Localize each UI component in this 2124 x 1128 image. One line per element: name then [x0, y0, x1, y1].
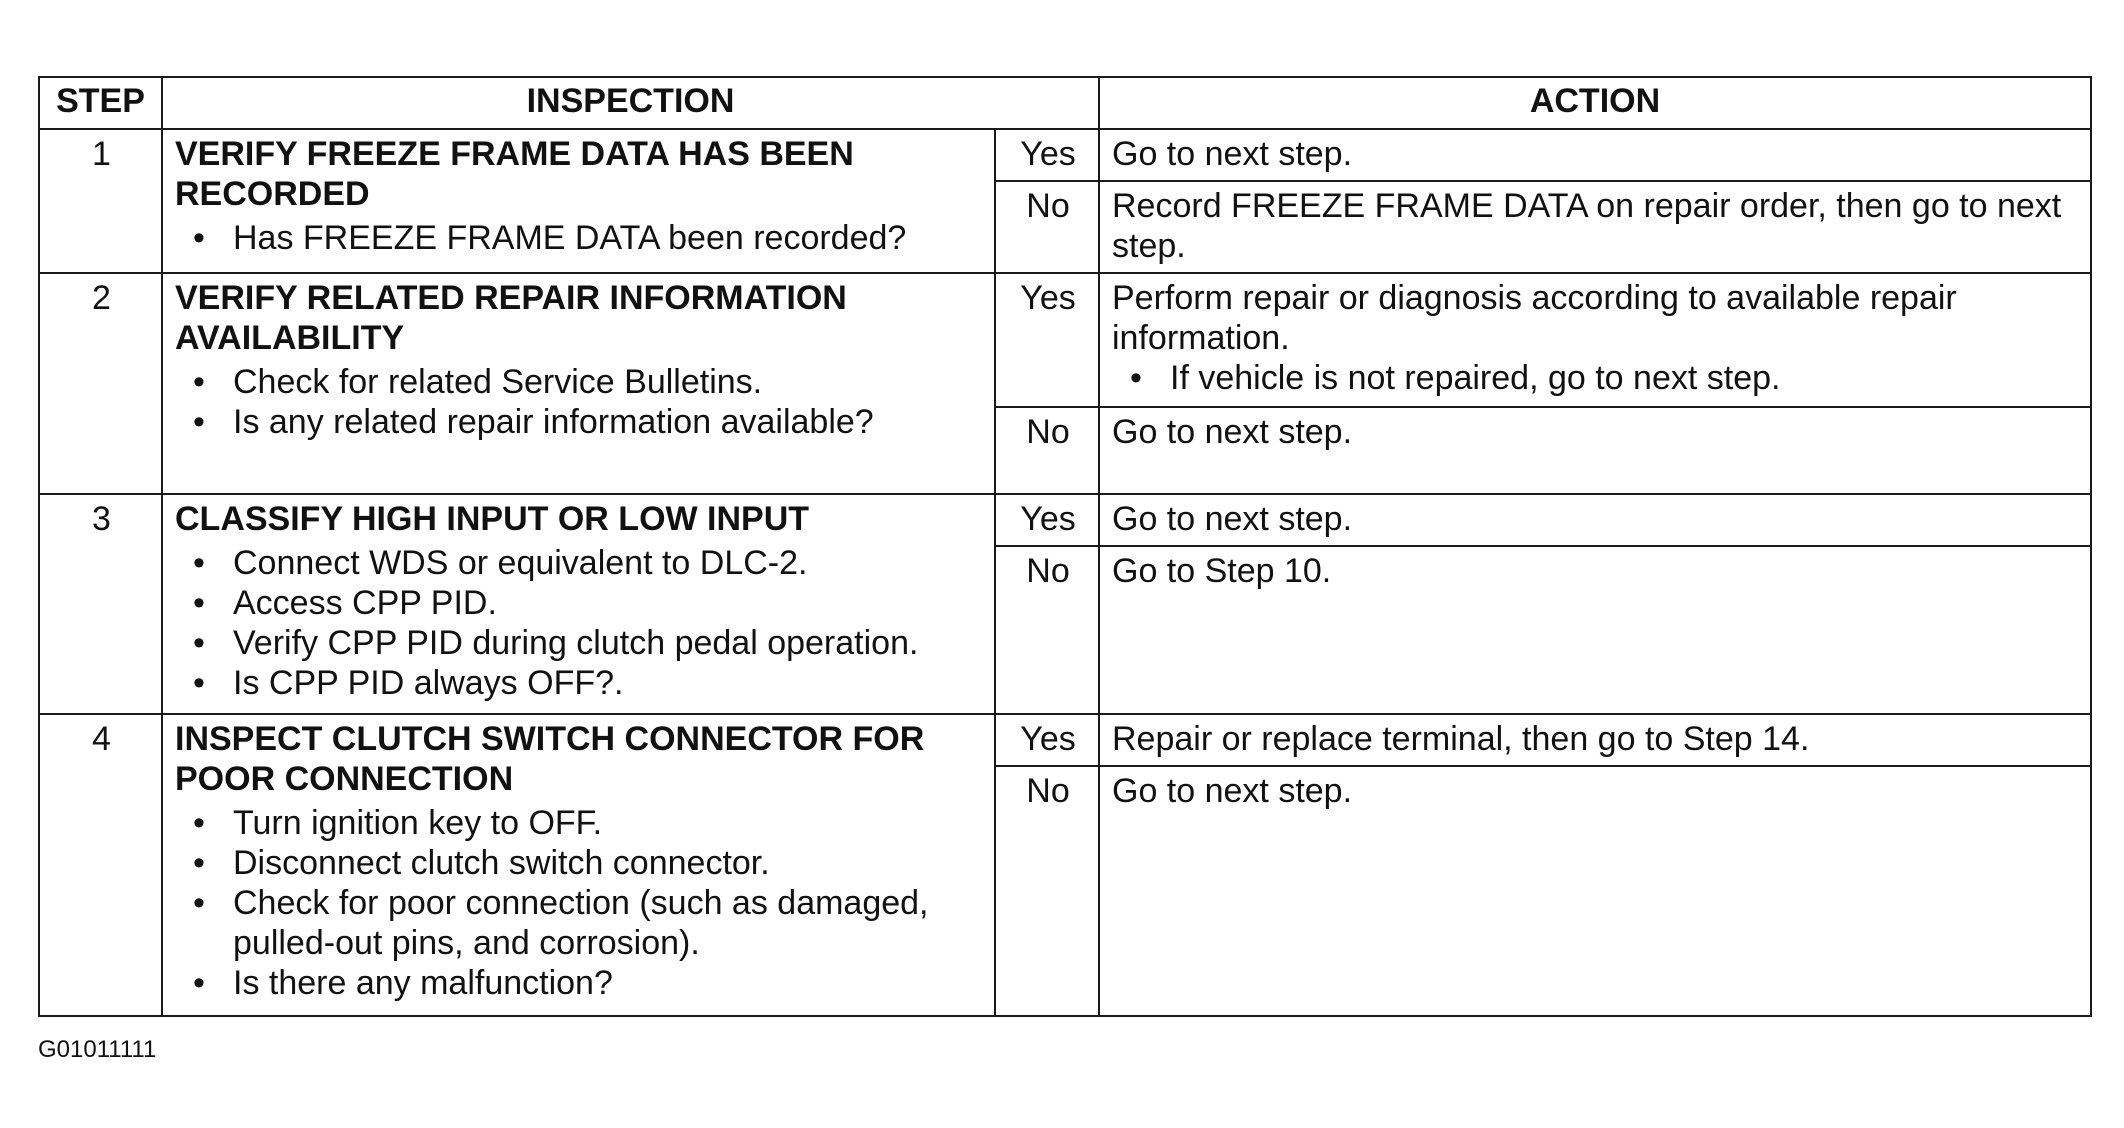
inspection-bullet: • Check for related Service Bulletins.	[233, 362, 984, 402]
inspection-bullet: • Is CPP PID always OFF?.	[233, 663, 984, 703]
no-label: No	[995, 546, 1099, 714]
yes-action: Go to next step.	[1099, 129, 2091, 181]
no-action: Record FREEZE FRAME DATA on repair order, then go to next step.	[1099, 181, 2091, 273]
inspection-bullets	[175, 803, 984, 1003]
inspection-cell	[162, 273, 995, 494]
inspection-bullet: • Check for poor connection (such as damaged, pulled-out pins, and corrosion).	[233, 883, 984, 963]
yes-label: Yes	[995, 714, 1099, 766]
step-number: 3	[39, 494, 162, 714]
inspection-bullet: • Disconnect clutch switch connector.	[233, 843, 984, 883]
header-inspection: INSPECTION	[162, 77, 1099, 129]
yes-label: Yes	[995, 494, 1099, 546]
yes-action: Go to next step.	[1099, 494, 2091, 546]
inspection-bullet: • Access CPP PID.	[233, 583, 984, 623]
step-4-yes-row	[39, 714, 2091, 766]
inspection-bullet: • Is there any malfunction?	[233, 963, 984, 1003]
inspection-bullet: • Has FREEZE FRAME DATA been recorded?	[233, 218, 984, 258]
inspection-bullet: • Connect WDS or equivalent to DLC-2.	[233, 543, 984, 583]
header-step: STEP	[39, 77, 162, 129]
step-number: 4	[39, 714, 162, 1016]
step-2-yes-row	[39, 273, 2091, 407]
header-action: ACTION	[1099, 77, 2091, 129]
yes-action-bullets	[1112, 358, 2080, 398]
inspection-cell	[162, 714, 995, 1016]
inspection-bullets	[175, 218, 984, 258]
yes-action: Repair or replace terminal, then go to Step 14.	[1099, 714, 2091, 766]
yes-action-bullet: • If vehicle is not repaired, go to next step.	[1170, 358, 2080, 398]
yes-action-cell	[1099, 273, 2091, 407]
step-3-yes-row	[39, 494, 2091, 546]
inspection-cell	[162, 129, 995, 273]
yes-label: Yes	[995, 129, 1099, 181]
inspection-title: VERIFY RELATED REPAIR INFORMATION AVAILABILITY	[175, 279, 847, 357]
inspection-bullet: • Turn ignition key to OFF.	[233, 803, 984, 843]
inspection-title: INSPECT CLUTCH SWITCH CONNECTOR FOR POOR CONNECTION	[175, 720, 925, 798]
inspection-bullets	[175, 362, 984, 442]
figure-id: G01011111	[38, 1036, 157, 1063]
header-row	[39, 77, 2091, 129]
no-action: Go to next step.	[1099, 766, 2091, 1016]
no-label: No	[995, 181, 1099, 273]
diagnostic-table	[38, 76, 2092, 1017]
inspection-cell	[162, 494, 995, 714]
inspection-bullet: • Is any related repair information available?	[233, 402, 984, 442]
inspection-bullets	[175, 543, 984, 703]
step-1-yes-row	[39, 129, 2091, 181]
no-action: Go to next step.	[1099, 407, 2091, 494]
no-label: No	[995, 407, 1099, 494]
yes-label: Yes	[995, 273, 1099, 407]
no-action: Go to Step 10.	[1099, 546, 2091, 714]
inspection-title: CLASSIFY HIGH INPUT OR LOW INPUT	[175, 500, 810, 538]
inspection-title: VERIFY FREEZE FRAME DATA HAS BEEN RECORDED	[175, 135, 854, 213]
no-label: No	[995, 766, 1099, 1016]
inspection-bullet: • Verify CPP PID during clutch pedal operation.	[233, 623, 984, 663]
step-number: 1	[39, 129, 162, 273]
step-number: 2	[39, 273, 162, 494]
yes-action: Perform repair or diagnosis according to available repair information.	[1112, 279, 1957, 357]
